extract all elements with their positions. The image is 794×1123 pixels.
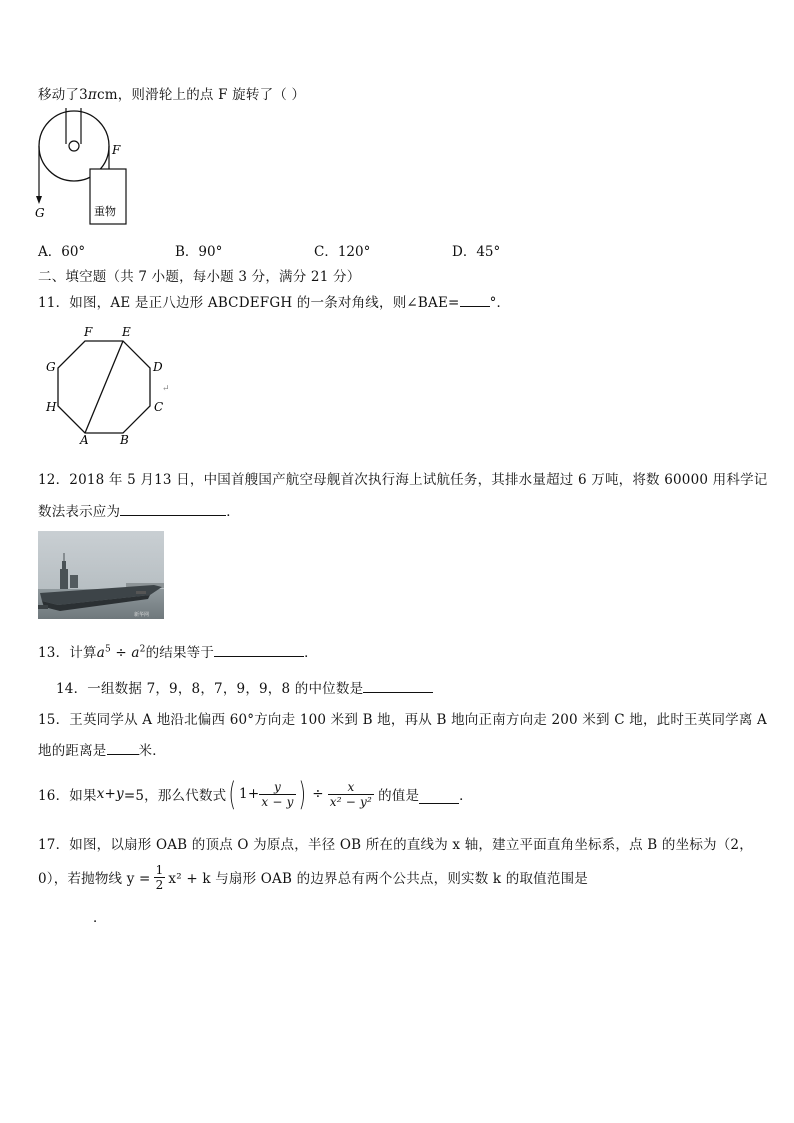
q15-line2-post: 米． [138,743,166,759]
q17-line2-mid: x² + k 与扇形 OAB 的边界总有两个公共点，则实数 k 的取值范围是 [168,871,588,887]
option-a: A．60° [38,244,86,260]
q10-text-pre: 移动了3 [38,87,88,103]
q14-answer-blank[interactable] [363,680,433,693]
q13-text [38,641,318,661]
q13-end: ． [304,645,318,661]
q14-text-body: 14．一组数据 7，9，8，7，9，9，8 的中位数是 [56,681,364,697]
q15-line2 [38,739,166,759]
q13-answer-blank[interactable] [214,644,304,657]
q16-f2-num: x [328,780,374,795]
q16-text [38,770,473,818]
return-mark-icon: ↵ [162,384,170,394]
q15-line1: 15．王英同学从 A 地沿北偏西 60°方向走 100 米到 B 地，再从 B 地向正南方向走 200 米到 C 地，此时王英同学离 A [38,712,767,728]
label-g: G [35,206,45,220]
q13-exp1: 5 [104,644,111,655]
q11-text [38,291,510,311]
q16-answer-blank[interactable] [419,791,459,804]
q15-answer-blank[interactable] [107,742,139,755]
vertex-b: B [120,433,129,447]
left-paren: ( [228,775,237,813]
q13-base1: a [96,645,105,661]
vertex-d: D [153,360,163,374]
q16-fraction-1 [259,780,295,809]
aircraft-carrier-photo [38,531,164,619]
q12-line2 [38,500,240,520]
vertex-g: G [46,360,56,374]
q16-f1-num: y [259,780,295,795]
vertex-c: C [154,400,164,414]
q11-answer-blank[interactable] [460,294,490,307]
q17-fraction [154,863,166,892]
vertex-e: E [122,325,131,339]
q17-line1: 17．如图，以扇形 OAB 的顶点 O 为原点，半径 OB 所在的直线为 x 轴，建立平面直角坐标系，点 B 的坐标为（2， [38,837,753,853]
section-title: 二、填空题（共 7 小题，每小题 3 分，满分 21 分） [38,269,361,285]
label-weight: 重物 [94,205,116,218]
q13-text-pre: 13．计算 [38,645,97,661]
q17-line3: ． [93,910,107,926]
vertex-a: A [80,433,89,447]
q16-f1-den: x − y [261,794,294,809]
q11-text-post: °． [489,295,511,311]
q16-fraction-2 [328,780,374,809]
q17-f-num: 1 [155,862,164,877]
q16-text-post: 的值是 [378,788,420,804]
octagon-figure [40,320,170,448]
q12-answer-blank[interactable] [120,503,226,516]
q10-pi: π [87,87,97,103]
q13-text-post: 的结果等于 [145,645,215,661]
q16-div: ÷ [312,786,324,802]
q16-one-plus: 1+ [239,786,260,802]
q16-end: ． [459,788,473,804]
q12-line2-pre: 数法表示应为 [38,504,121,520]
photo-watermark: 新华网 [134,612,150,618]
q16-text-pre: 16．如果 [38,788,97,804]
q11-text-pre: 11．如图，AE 是正八边形 ABCDEFGH 的一条对角线，则∠BAE= [38,295,460,311]
vertex-f: F [84,325,93,339]
option-c: C．120° [314,244,371,260]
q12-line1: 12．2018 年 5 月13 日，中国首艘国产航空母舰首次执行海上试航任务，其排水量超过 6 万吨，将数 60000 用科学记 [38,472,768,488]
pulley-figure [34,106,134,232]
q14-text [56,677,433,697]
vertex-h: H [46,400,57,414]
q12-line2-post: ． [226,504,240,520]
option-d: D．45° [452,244,501,260]
q17-line2 [38,858,588,896]
option-b: B．90° [175,244,223,260]
label-f: F [112,143,121,157]
q17-line2-pre: 0），若抛物线 y = [38,871,151,887]
q16-cond: x+y [96,786,124,802]
q13-base2: a [131,645,140,661]
q10-text-post: cm，则滑轮上的点 F 旋转了（ ） [96,87,306,103]
q16-cond-eq: =5，那么代数式 [123,788,227,804]
q17-f-den: 2 [155,877,164,892]
q16-f2-den: x² − y² [329,794,373,809]
q15-line2-pre: 地的距离是 [38,743,107,759]
q10-text [38,83,305,103]
q13-exp2: 2 [139,644,146,655]
q13-op: ÷ [110,645,132,661]
right-paren: ) [298,775,306,813]
